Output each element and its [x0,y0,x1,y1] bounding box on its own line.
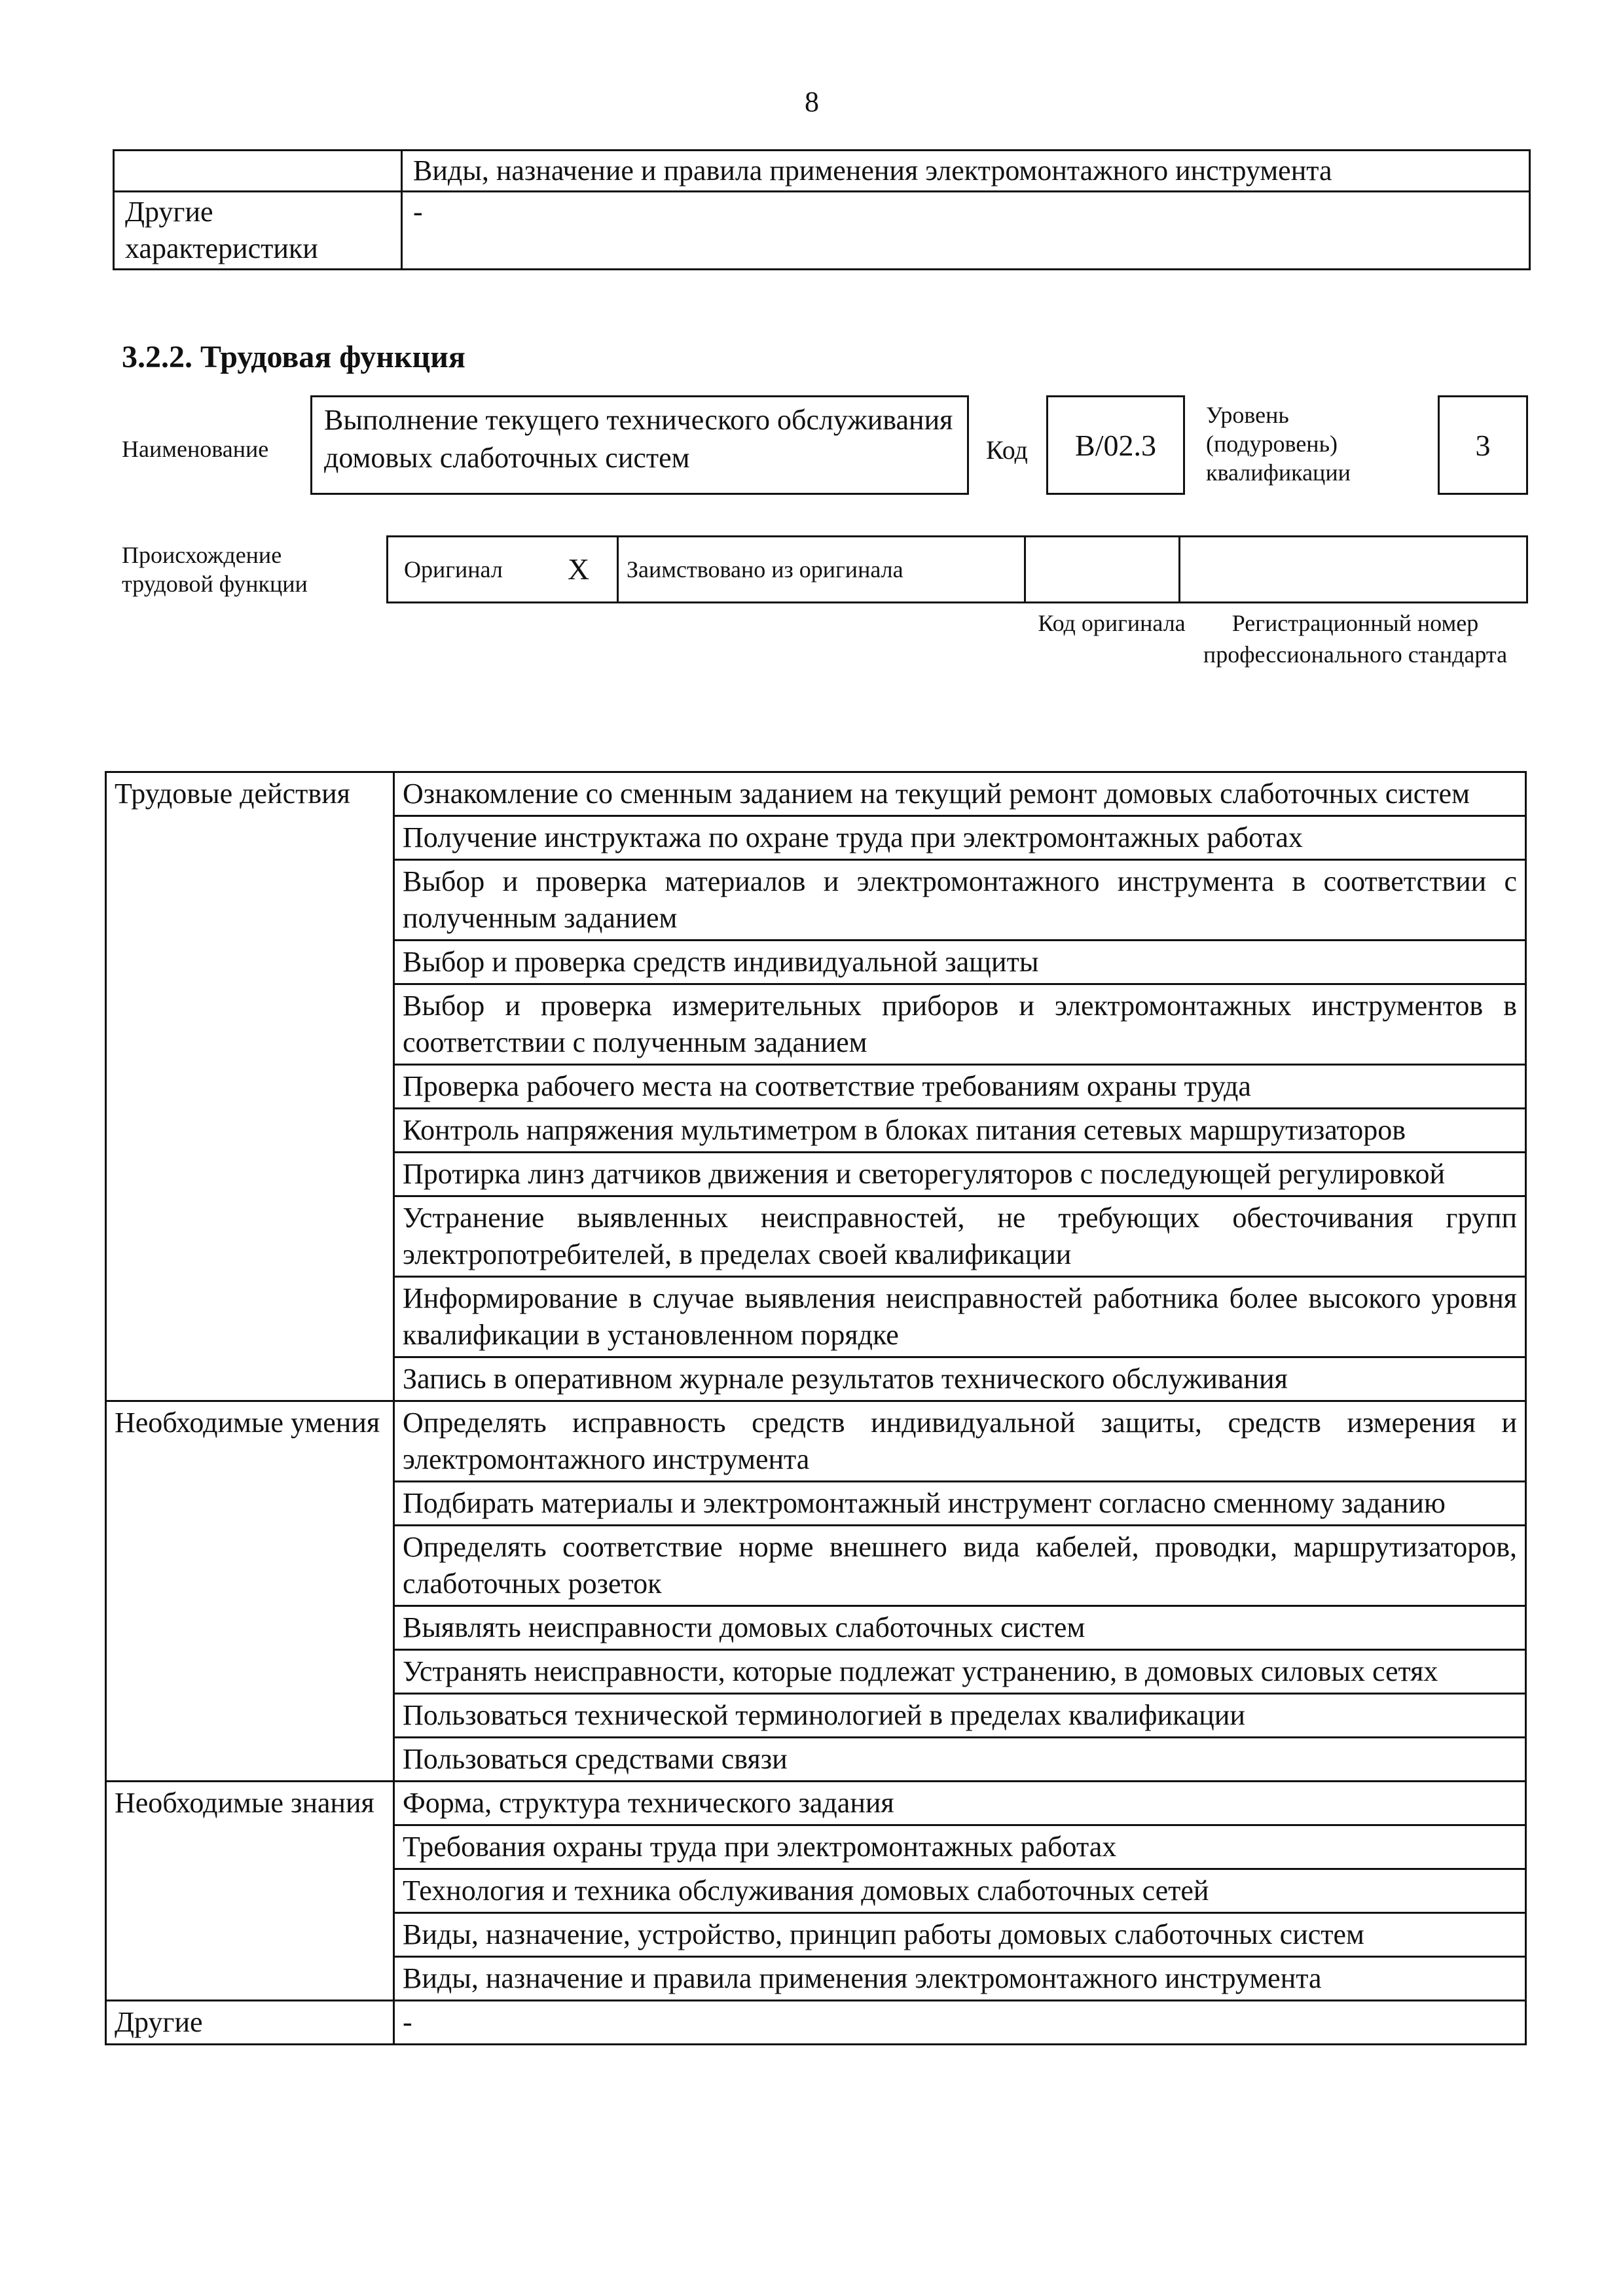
knowledge-item: Требования охраны труда при электромонтажных работах [394,1825,1526,1869]
code-label: Код [986,435,1028,465]
other-label: Другие [106,2001,394,2045]
labor-action: Контроль напряжения мультиметром в блоках питания сетевых маршрутизаторов [394,1109,1526,1153]
row-value: Виды, назначение и правила применения электромонтажного инструмента [402,151,1530,192]
labor-action: Проверка рабочего места на соответствие требованиям охраны труда [394,1065,1526,1109]
row-label: Другие характеристики [114,192,402,270]
labor-action: Устранение выявленных неисправностей, не требующих обесточивания групп электропотребителей, в пределах своей квалификации [394,1196,1526,1277]
labor-action: Выбор и проверка материалов и электромонтажного инструмента в соответствии с полученным заданием [394,860,1526,941]
origin-borrowed-cell: Заимствовано из оригинала [619,537,1026,601]
labor-action: Ознакомление со сменным заданием на текущий ремонт домовых слаботочных систем [394,772,1526,816]
skill: Устранять неисправности, которые подлежат устранению, в домовых силовых сетях [394,1650,1526,1694]
function-name-box: Выполнение текущего технического обслуживания домовых слаботочных систем [310,395,969,495]
level-box: 3 [1438,395,1528,495]
row-value: - [402,192,1530,270]
table-row [106,1782,1526,1825]
knowledge-item: Виды, назначение и правила применения электромонтажного инструмента [394,1957,1526,2001]
knowledge-label: Необходимые знания [106,1782,394,2001]
skill: Подбирать материалы и электромонтажный инструмент согласно сменному заданию [394,1482,1526,1526]
labor-action: Запись в оперативном журнале результатов технического обслуживания [394,1357,1526,1401]
skill: Определять соответствие норме внешнего вида кабелей, проводки, маршрутизаторов, слаботочных розеток [394,1526,1526,1606]
origin-original-cell [388,537,619,601]
origin-row [386,535,1528,603]
knowledge-item: Технология и техника обслуживания домовых слаботочных сетей [394,1869,1526,1913]
code-box: B/02.3 [1046,395,1185,495]
knowledge-item: Виды, назначение, устройство, принцип работы домовых слаботочных систем [394,1913,1526,1957]
page-number: 8 [805,86,819,118]
skill: Выявлять неисправности домовых слаботочных систем [394,1606,1526,1650]
table-row [114,192,1530,270]
row-label [114,151,402,192]
skills-label: Необходимые умения [106,1401,394,1782]
skill: Пользоваться технической терминологией в пределах квалификации [394,1694,1526,1738]
labor-actions-label: Трудовые действия [106,772,394,1401]
skill: Пользоваться средствами связи [394,1738,1526,1782]
labor-action: Выбор и проверка измерительных приборов и электромонтажных инструментов в соответствии с полученным заданием [394,984,1526,1065]
table-row [106,1401,1526,1482]
other-value: - [394,2001,1526,2045]
code-caption: Код оригинала [1038,610,1186,636]
labor-action: Информирование в случае выявления неисправностей работника более высокого уровня квалификации в установленном порядке [394,1277,1526,1357]
table-row [106,2001,1526,2045]
section-title: 3.2.2. Трудовая функция [122,340,465,374]
name-label: Наименование [122,436,269,462]
main-table [105,771,1527,2045]
labor-action: Протирка линз датчиков движения и светорегуляторов с последующей регулировкой [394,1153,1526,1196]
skill: Определять исправность средств индивидуальной защиты, средств измерения и электромонтажного инструмента [394,1401,1526,1482]
top-table [113,149,1531,270]
labor-action: Получение инструктажа по охране труда при электромонтажных работах [394,816,1526,860]
origin-label: Происхождение трудовой функции [122,542,308,597]
origin-code-cell [1026,537,1180,601]
original-mark: X [568,552,590,586]
table-row [106,772,1526,816]
original-label: Оригинал [404,556,503,583]
reg-number-caption: Регистрационный номер профессионального стандарта [1203,610,1508,668]
knowledge-item: Форма, структура технического задания [394,1782,1526,1825]
table-row [114,151,1530,192]
labor-action: Выбор и проверка средств индивидуальной защиты [394,941,1526,984]
level-label: Уровень (подуровень) квалификации [1206,402,1351,486]
